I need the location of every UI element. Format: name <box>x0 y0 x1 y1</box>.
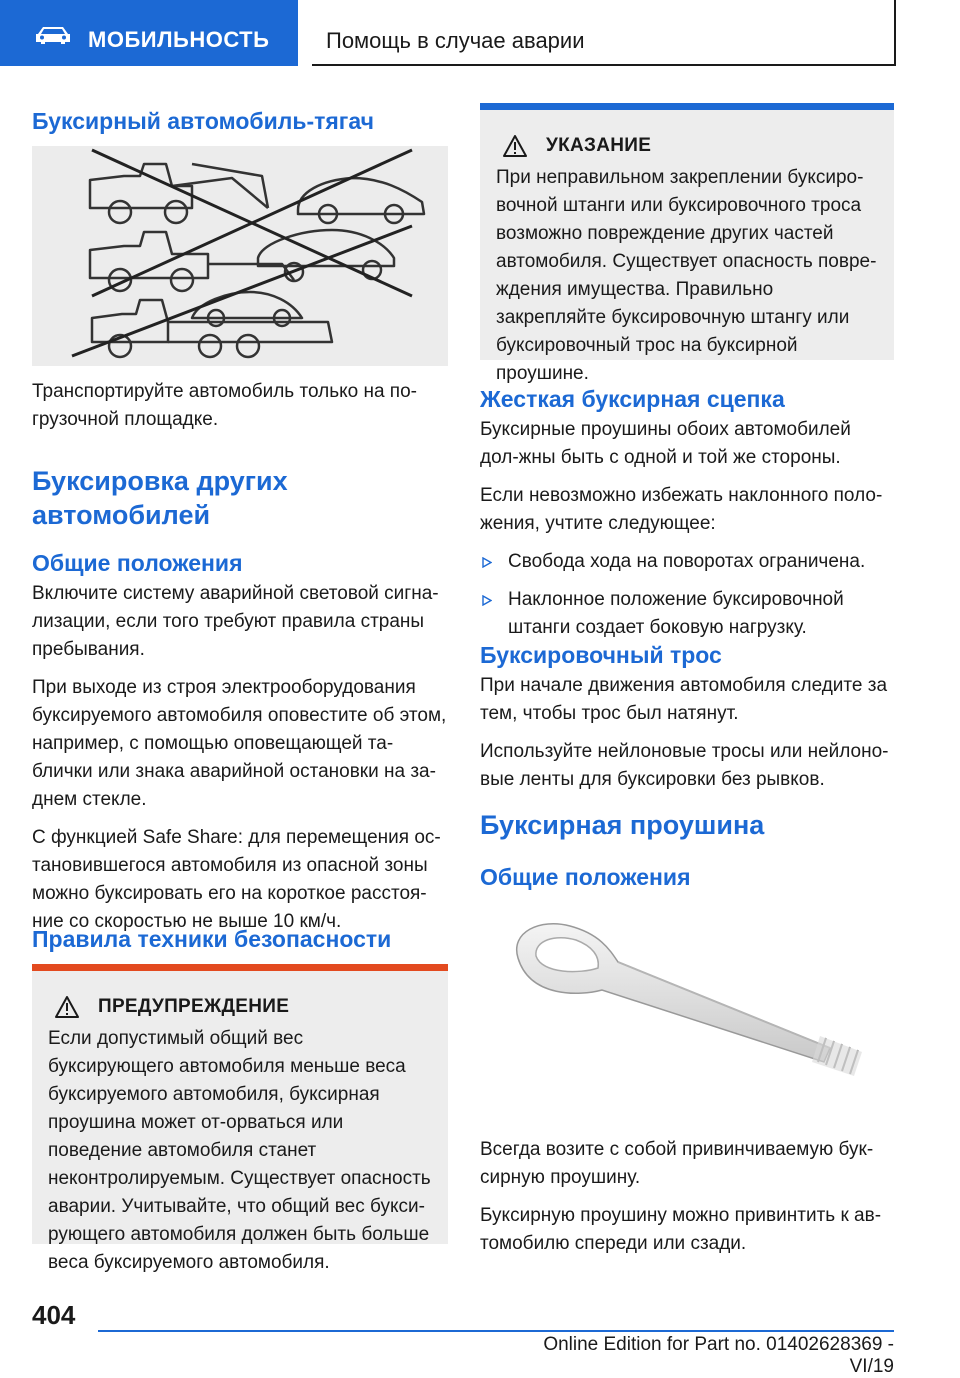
warning-text: Если допустимый общий вес буксирующего автомобиля меньше веса буксируемого автомобиля, буксирная проушина может от-орваться или поведение автомобиля станет неконтролируемым. Существует опасность аварии. Учитывайте, что общий вес букси-рующего автомобиля должен быть больше веса буксируемого автомобиля. <box>48 1028 431 1273</box>
note-text: При неправильном закреплении буксиро-вочной штанги или буксировочного троса возможно повреждение других частей автомобиля. Существует опасность повре-ждения имущества. Правильно закрепляйте буксировочную штангу или буксировочный трос на буксирной проушине. <box>496 167 877 384</box>
chapter-tab <box>312 0 896 66</box>
general-paragraph-1: Включите систему аварийной световой сигна-лизации, если того требуют правила страны пребывания. <box>32 583 439 660</box>
eye-paragraph-2: Буксирную проушину можно привинтить к ав-томобилю спереди или сзади. <box>480 1205 882 1254</box>
note-bar <box>480 103 894 110</box>
general-paragraph-3: С функцией Safe Share: для перемещения ос-тановившегося автомобиля из опасной зоны можно буксировать его на короткое расстоя-ние со скоростью не выше 10 км/ч. <box>32 827 441 932</box>
general-section-left <box>32 548 448 936</box>
safety-heading: Правила техники безопасности <box>32 926 392 952</box>
rope-section <box>480 640 894 794</box>
eye-section <box>480 1136 894 1258</box>
bullet-triangle-icon <box>482 595 492 606</box>
eye-general-heading: Общие положения <box>480 864 691 890</box>
rigid-bullet-1: Свобода хода на поворотах ограничена. <box>480 548 894 576</box>
tow-eye-illustration <box>500 912 880 1084</box>
section-title: МОБИЛЬНОСТЬ <box>88 27 270 52</box>
bullet-triangle-icon <box>482 557 492 568</box>
tow-vehicle-heading: Буксирный автомобиль-тягач <box>32 108 374 134</box>
rigid-heading: Жесткая буксирная сцепка <box>480 386 785 412</box>
general-heading: Общие положения <box>32 550 243 576</box>
rope-heading: Буксировочный трос <box>480 642 722 668</box>
eye-paragraph-1: Всегда возите с собой привинчиваемую бук-сирную проушину. <box>480 1139 874 1188</box>
rigid-section <box>480 384 894 642</box>
page-number: 404 <box>32 1300 76 1330</box>
general-paragraph-2: При выходе из строя электрооборудования буксируемого автомобиля оповестите об этом, например, с помощью оповещающей та-блички или знака аварийной остановки на за-днем стекле. <box>32 677 447 810</box>
tow-truck-illustration <box>32 146 448 366</box>
warning-title: ПРЕДУПРЕЖДЕНИЕ <box>98 993 432 1025</box>
page-header <box>0 0 960 66</box>
warning-box <box>32 964 448 1273</box>
eye-heading: Буксирная проушина <box>480 810 765 840</box>
tow-eye-image <box>500 912 880 1084</box>
chapter-title: Помощь в случае аварии <box>326 28 585 53</box>
note-title: УКАЗАНИЕ <box>546 132 878 164</box>
rope-paragraph-2: Используйте нейлоновые тросы или нейлоно-вые ленты для буксировки без рывков. <box>480 741 889 790</box>
rigid-paragraph-1: Буксирные проушины обоих автомобилей дол-жны быть с одной и той же стороны. <box>480 419 851 468</box>
warning-triangle-icon <box>502 134 528 158</box>
note-box <box>480 103 894 384</box>
warning-triangle-icon <box>54 995 80 1019</box>
car-icon <box>34 25 72 45</box>
tow-vehicle-text: Транспортируйте автомобиль только на по-грузочной площадке. <box>32 381 417 430</box>
rigid-paragraph-2: Если невозможно избежать наклонного поло-жения, учтите следующее: <box>480 485 883 534</box>
section-tab <box>0 0 298 66</box>
tow-truck-image <box>32 146 448 366</box>
towing-others-heading: Буксировка других автомобилей <box>32 466 288 530</box>
edition-label: Online Edition for Part no. 01402628369 - VI/19 <box>543 1334 894 1377</box>
warning-bar <box>32 964 448 971</box>
footer-divider <box>98 1330 894 1332</box>
rope-paragraph-1: При начале движения автомобиля следите за тем, чтобы трос был натянут. <box>480 675 888 724</box>
rigid-bullet-2: Наклонное положение буксировочной штанги создает боковую нагрузку. <box>480 586 894 642</box>
